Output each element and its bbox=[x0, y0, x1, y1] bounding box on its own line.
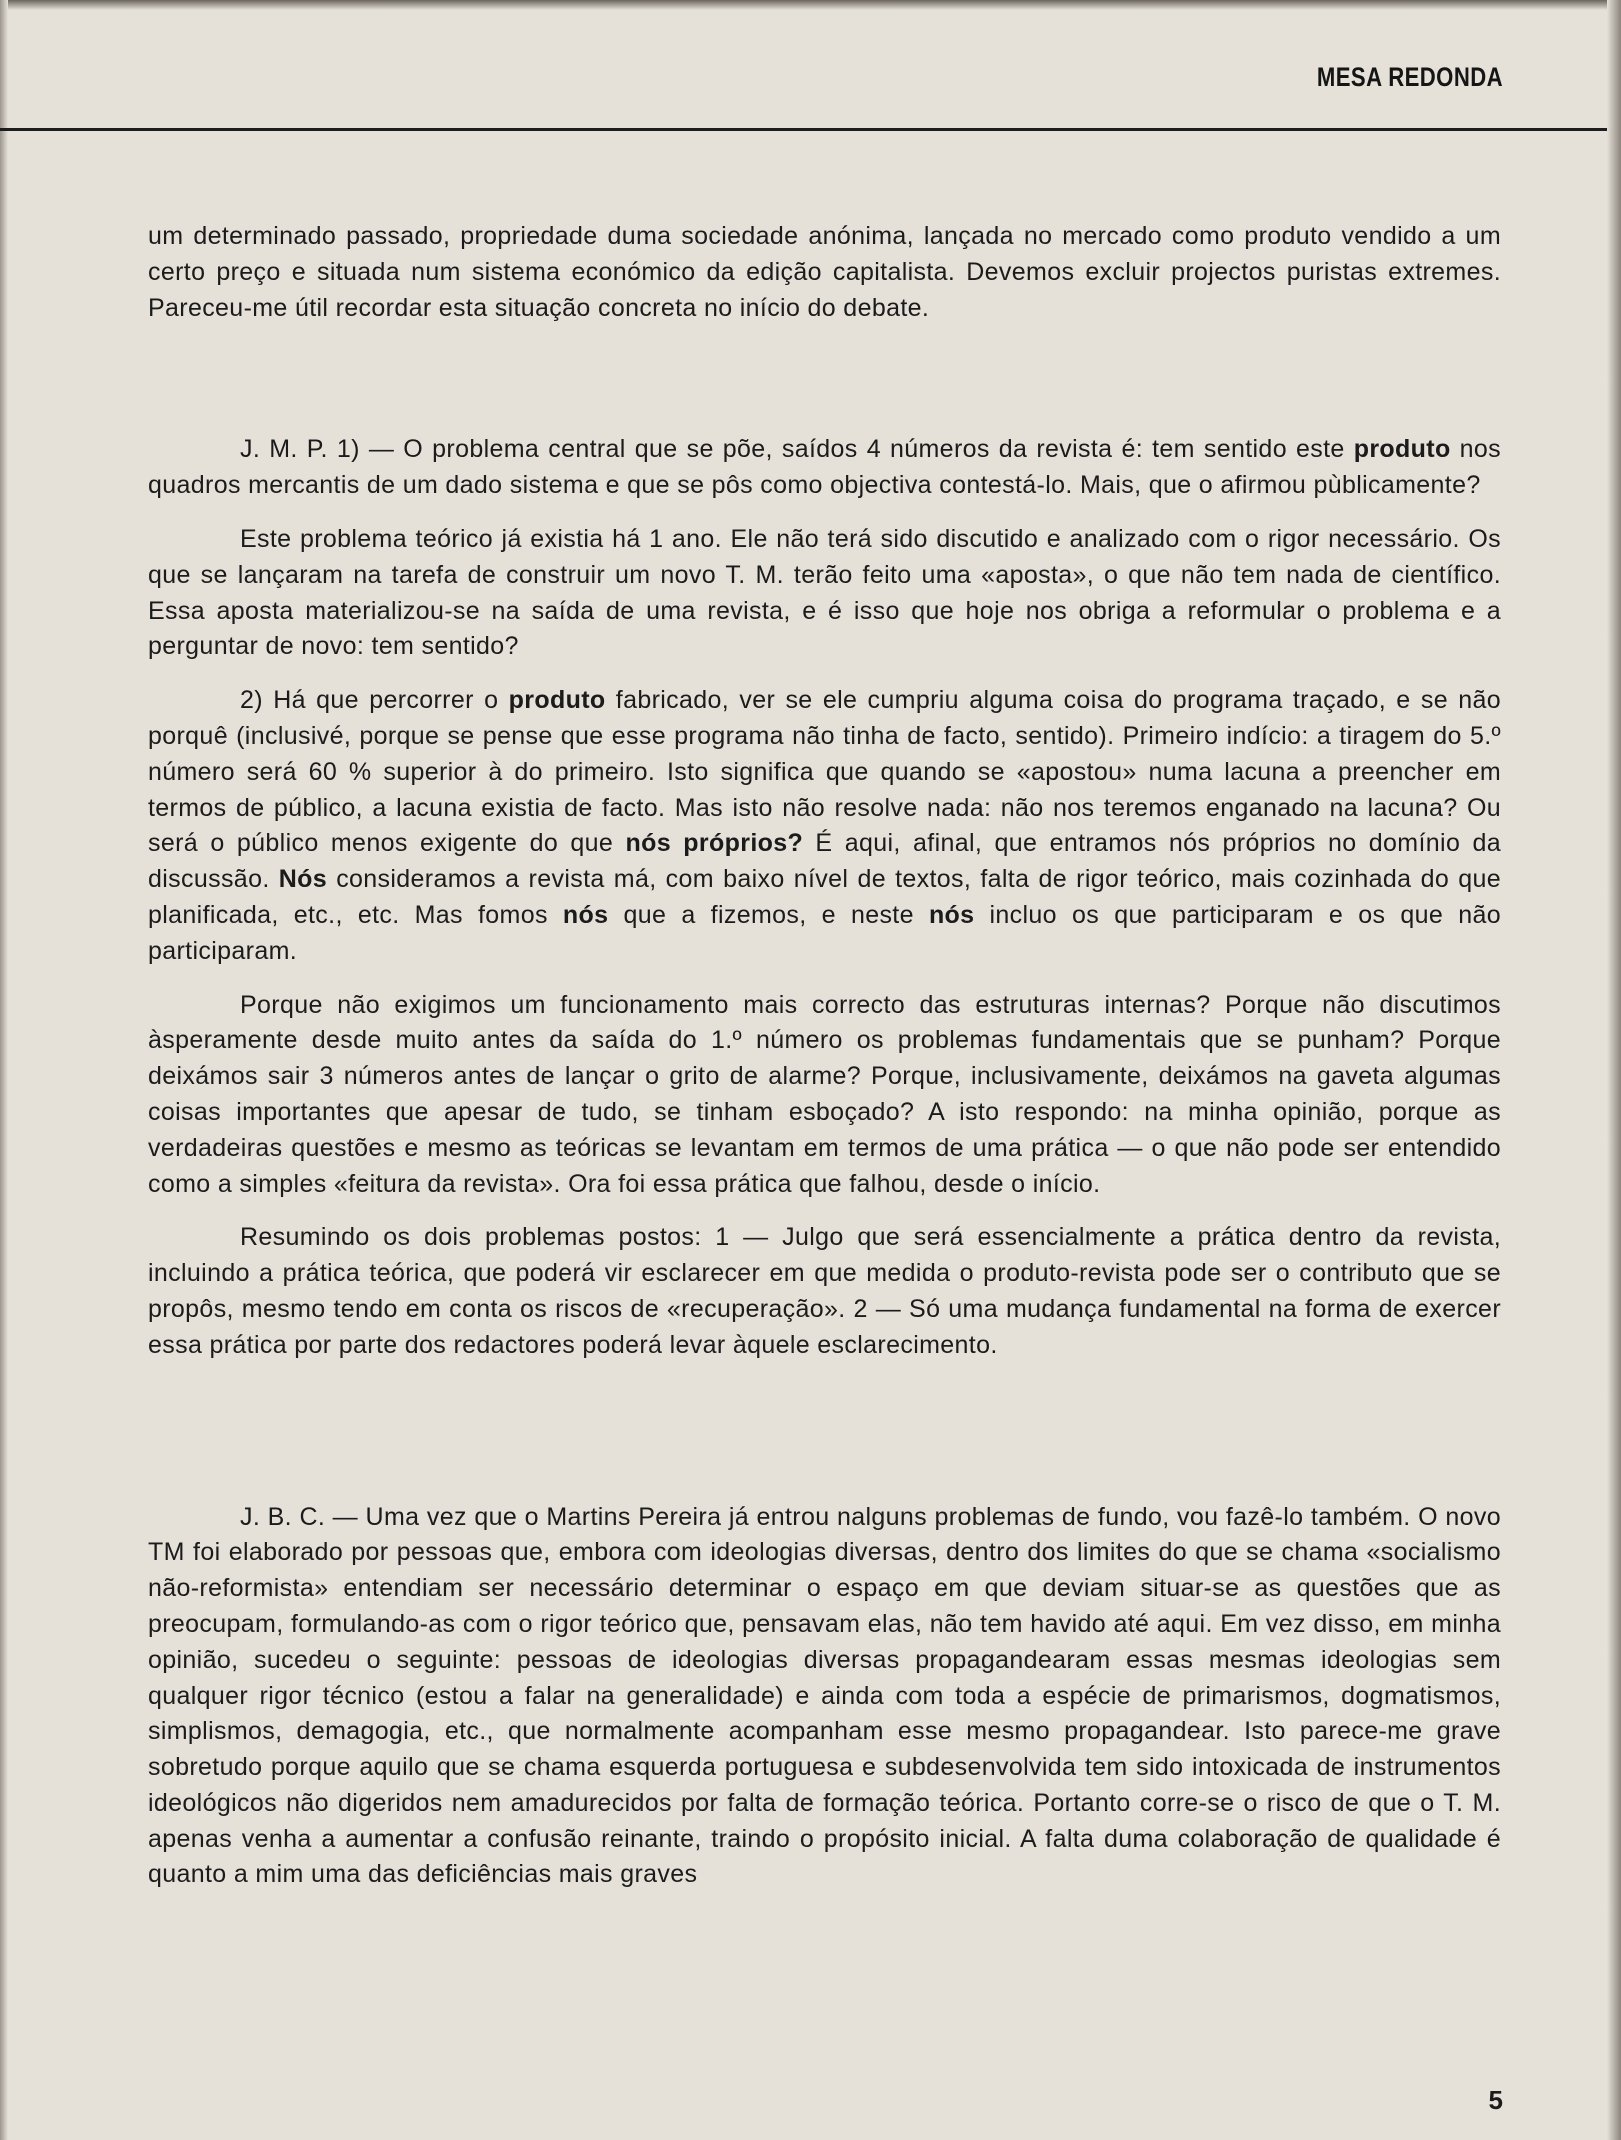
paragraph: Resumindo os dois problemas postos: 1 — Julgo que será essencialmente a prática dentro da revista, incluindo a prática teórica, que poderá vir esclarecer em que medida o produto-revista pode ser o contributo que se propôs, mesmo tendo em conta os riscos de «recuperação». 2 — Só uma mudança fundamental na forma de exercer essa prática por parte dos redactores poderá levar àquele esclarecimento. bbox=[148, 1223, 1501, 1359]
page-edge-right bbox=[1607, 0, 1621, 2140]
page-edge-top bbox=[0, 0, 1621, 10]
page-edge-left bbox=[0, 0, 8, 2140]
article-body bbox=[148, 219, 1501, 1893]
running-header: MESA REDONDA bbox=[1316, 62, 1503, 92]
paragraph-jmp-point-2: 2) Há que percorrer o produto fabricado, ver se ele cumpriu alguma coisa do programa traçado, e se não porquê (inclusivé, porque se pense que esse programa não tinha de facto, sentido). Primeiro indício: a tiragem do 5.º número será 60 % superior à do primeiro. Isto significa que quando se «apostou» numa lacuna a preencher em termos de público, a lacuna existia de facto. Mas isto não resolve nada: não nos teremos enganado na lacuna? Ou será o público menos exigente do que nós próprios? É aqui, afinal, que entramos nós próprios no domínio da discussão. Nós consideramos a revista má, com baixo nível de textos, falta de rigor teórico, mais cozinhada do que planificada, etc., etc. Mas fomos nós que a fizemos, e neste nós incluo os que participaram e os que não participaram. bbox=[148, 686, 1502, 965]
paragraph-jbc: J. B. C. — Uma vez que o Martins Pereira já entrou nalguns problemas de fundo, vou fazê-lo também. O novo TM foi elaborado por pessoas que, embora com ideologias diversas, dentro dos limites do que se chama «socialismo não-reformista» entendiam ser necessário determinar o espaço em que deviam situar-se as questões que as preocupam, formulando-as com o rigor teórico que, pensavam elas, não tem havido até aqui. Em vez disso, em minha opinião, sucedeu o seguinte: pessoas de ideologias diversas propagandearam essas mesmas ideologias sem qualquer rigor técnico (estou a falar na generalidade) e ainda com toda a espécie de primarismos, dogmatismos, simplismos, demagogia, etc., que normalmente acompanham esse mesmo propagandear. Isto parece-me grave sobretudo porque aquilo que se chama esquerda portuguesa e subdesenvolvida tem sido intoxicada de instrumentos ideológicos não digeridos nem amadurecidos por falta de formação teórica. Portanto corre-se o risco de que o T. M. apenas venha a aumentar a confusão reinante, traindo o propósito inicial. A falta duma colaboração de qualidade é quanto a mim uma das deficiências mais graves bbox=[148, 1502, 1501, 1889]
paragraph-jmp-intro: J. M. P. 1) — O problema central que se põe, saídos 4 números da revista é: tem sentido este produto nos quadros mercantis de um dado sistema e que se pôs como objectiva contestá-lo. Mais, que o afirmou pùblicamente? bbox=[148, 435, 1501, 500]
paragraph: Este problema teórico já existia há 1 ano. Ele não terá sido discutido e analizado com o rigor necessário. Os que se lançaram na tarefa de construir um novo T. M. terão feito uma «aposta», o que não tem nada de científico. Essa aposta materializou-se na saída de uma revista, e é isso que hoje nos obriga a reformular o problema e a perguntar de novo: tem sentido? bbox=[148, 524, 1501, 661]
header-rule bbox=[0, 128, 1607, 131]
paragraph: um determinado passado, propriedade duma sociedade anónima, lançada no mercado como produto vendido a um certo preço e situada num sistema económico da edição capitalista. Devemos excluir projectos puristas extremes. Pareceu-me útil recordar esta situação concreta no início do debate. bbox=[148, 222, 1501, 322]
page-number: 5 bbox=[1488, 2085, 1503, 2115]
paragraph: Porque não exigimos um funcionamento mais correcto das estruturas internas? Porque não discutimos àsperamente desde muito antes da saída do 1.º número os problemas fundamentais que se punham? Porque deixámos sair 3 números antes de lançar o grito de alarme? Porque, inclusivamente, deixámos na gaveta algumas coisas importantes que apesar de tudo, se tinham esboçado? A isto respondo: na minha opinião, porque as verdadeiras questões e mesmo as teóricas se levantam em termos de uma prática — o que não pode ser entendido como a simples «feitura da revista». Ora foi essa prática que falhou, desde o início. bbox=[148, 990, 1501, 1198]
